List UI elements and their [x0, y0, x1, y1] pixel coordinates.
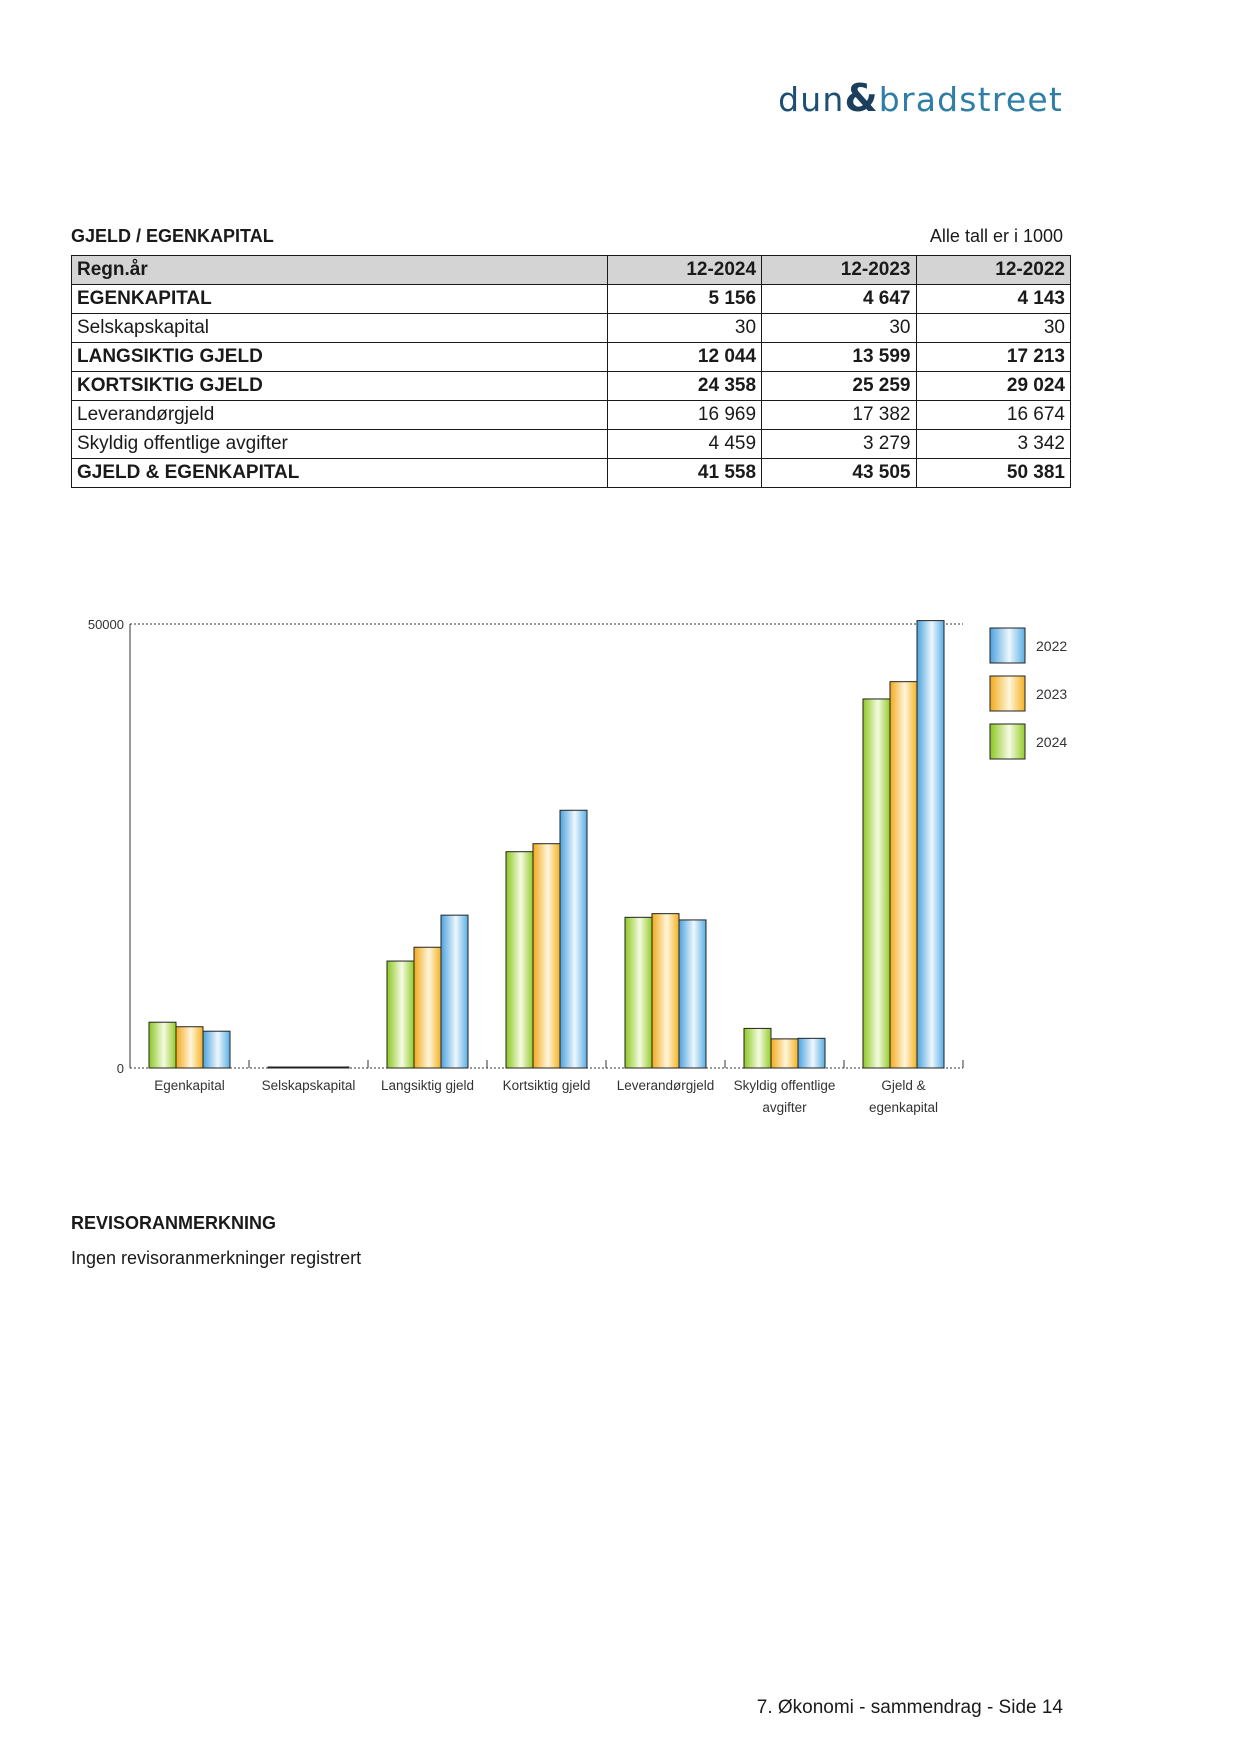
x-tick-label: Egenkapital [154, 1078, 225, 1093]
bar-2023 [771, 1039, 798, 1068]
row-value: 12 044 [607, 343, 761, 372]
column-header-2024: 12-2024 [607, 256, 761, 285]
bar-2023 [176, 1027, 203, 1068]
row-value: 3 342 [916, 430, 1071, 459]
y-tick-label: 50000 [87, 617, 124, 632]
table-row [72, 459, 1071, 488]
bar-2023 [414, 947, 441, 1068]
auditor-remarks-text: Ingen revisoranmerkninger registrert [71, 1248, 362, 1268]
bar-2024 [149, 1022, 176, 1068]
table-row [72, 343, 1071, 372]
table-row [72, 401, 1071, 430]
column-header-2023: 12-2023 [762, 256, 916, 285]
bar-2023 [890, 682, 917, 1068]
section-title: GJELD / EGENKAPITAL [71, 226, 274, 246]
row-value: 24 358 [607, 372, 761, 401]
auditor-remarks-title: REVISORANMERKNING [71, 1213, 277, 1233]
bar-2023 [295, 1067, 322, 1068]
row-label: EGENKAPITAL [72, 285, 608, 314]
bar-2022 [917, 621, 944, 1068]
logo-text-dun: dun [778, 80, 845, 119]
row-value: 25 259 [762, 372, 916, 401]
bar-2024 [625, 917, 652, 1068]
financial-table [71, 255, 1071, 488]
row-value: 50 381 [916, 459, 1071, 488]
legend-swatch-2023 [990, 676, 1025, 711]
page-footer: 7. Økonomi - sammendrag - Side 14 [756, 1697, 1063, 1718]
row-value: 5 156 [607, 285, 761, 314]
x-tick-label: avgifter [762, 1100, 807, 1115]
legend-swatch-2022 [990, 628, 1025, 663]
bar-2022 [679, 920, 706, 1068]
logo-ampersand: & [844, 76, 879, 120]
bar-2024 [863, 699, 890, 1068]
x-tick-label: Kortsiktig gjeld [502, 1078, 591, 1093]
row-value: 17 213 [916, 343, 1071, 372]
column-header-year: Regn.år [72, 256, 608, 285]
row-value: 16 674 [916, 401, 1071, 430]
row-value: 13 599 [762, 343, 916, 372]
row-value: 16 969 [607, 401, 761, 430]
bar-2022 [441, 915, 468, 1068]
legend-label-2022: 2022 [1036, 638, 1068, 654]
x-tick-label: Langsiktig gjeld [380, 1078, 475, 1093]
table-header-row [72, 256, 1071, 285]
bar-2023 [533, 844, 560, 1068]
legend-swatch-2024 [990, 724, 1025, 759]
x-tick-label: Skyldig offentlige [733, 1078, 836, 1093]
row-value: 4 647 [762, 285, 916, 314]
row-value: 30 [762, 314, 916, 343]
row-label: Selskapskapital [72, 314, 608, 343]
row-value: 29 024 [916, 372, 1071, 401]
bar-2024 [268, 1067, 295, 1068]
row-label: LANGSIKTIG GJELD [72, 343, 608, 372]
unit-note: Alle tall er i 1000 [929, 226, 1063, 246]
row-value: 4 143 [916, 285, 1071, 314]
y-tick-label: 0 [116, 1061, 124, 1076]
x-tick-label: Leverandørgjeld [616, 1078, 715, 1093]
x-tick-label: Gjeld & [881, 1078, 926, 1093]
column-header-2022: 12-2022 [916, 256, 1071, 285]
table-row [72, 430, 1071, 459]
x-tick-label: Selskapskapital [261, 1078, 356, 1093]
row-value: 43 505 [762, 459, 916, 488]
row-label: KORTSIKTIG GJELD [72, 372, 608, 401]
bar-2024 [744, 1028, 771, 1068]
bar-2023 [652, 914, 679, 1068]
row-value: 30 [607, 314, 761, 343]
row-value: 17 382 [762, 401, 916, 430]
x-tick-label: egenkapital [868, 1100, 939, 1115]
row-label: GJELD & EGENKAPITAL [72, 459, 608, 488]
row-value: 3 279 [762, 430, 916, 459]
row-value: 41 558 [607, 459, 761, 488]
bar-2022 [560, 810, 587, 1068]
bar-2024 [387, 961, 414, 1068]
table-row [72, 285, 1071, 314]
row-value: 4 459 [607, 430, 761, 459]
bar-2022 [203, 1031, 230, 1068]
table-row [72, 314, 1071, 343]
logo-text-bradstreet: bradstreet [878, 80, 1063, 119]
equity-debt-bar-chart [0, 600, 1241, 1140]
row-label: Leverandørgjeld [72, 401, 608, 430]
bar-2022 [322, 1067, 349, 1068]
bar-2024 [506, 852, 533, 1068]
dun-bradstreet-logo [778, 76, 1063, 120]
legend-label-2024: 2024 [1036, 734, 1068, 750]
row-value: 30 [916, 314, 1071, 343]
table-row [72, 372, 1071, 401]
bar-2022 [798, 1038, 825, 1068]
row-label: Skyldig offentlige avgifter [72, 430, 608, 459]
legend-label-2023: 2023 [1036, 686, 1068, 702]
